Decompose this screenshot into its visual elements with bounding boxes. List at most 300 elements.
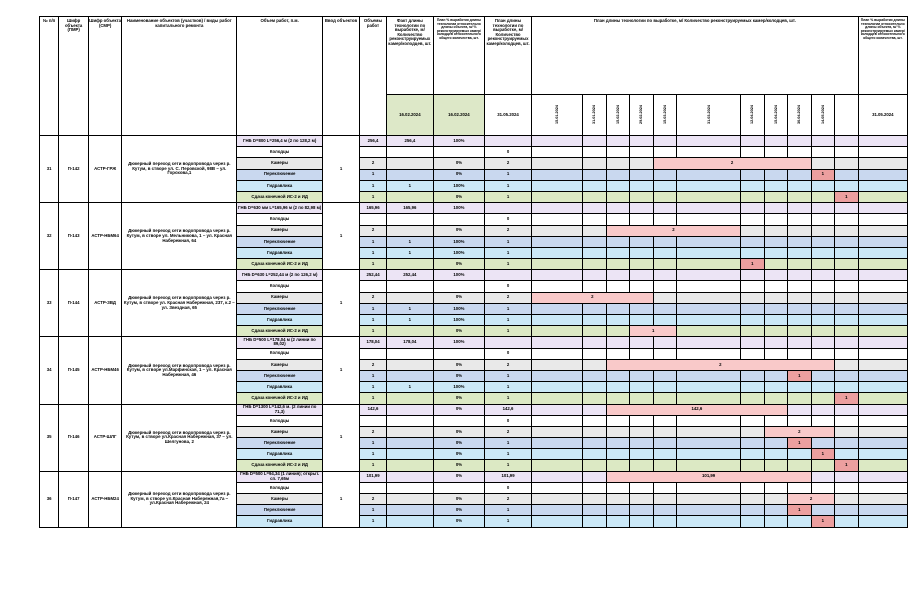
work-fact <box>386 505 433 516</box>
last-cell <box>858 382 907 393</box>
work-fact <box>386 460 433 471</box>
gantt-cell <box>677 348 741 359</box>
gantt-cell <box>741 236 764 247</box>
gantt-cell <box>630 236 653 247</box>
gantt-cell <box>677 214 741 225</box>
date-column-header <box>583 95 606 136</box>
gantt-cell <box>677 415 741 426</box>
header-smr: Шифр объекта (СМР) <box>89 17 122 136</box>
gantt-cell <box>653 449 676 460</box>
gantt-cell <box>532 158 583 169</box>
gantt-cell <box>788 236 811 247</box>
work-type: Гидравлика <box>237 247 322 258</box>
gantt-cell <box>811 281 834 292</box>
work-plan-len: 1 <box>485 247 532 258</box>
work-plan-pct <box>433 147 484 158</box>
work-plan-len: 2 <box>485 292 532 303</box>
last-cell <box>858 281 907 292</box>
gantt-cell <box>653 303 676 314</box>
gantt-cell <box>835 203 859 214</box>
work-fact <box>386 359 433 370</box>
table-row <box>40 136 908 147</box>
gantt-cell <box>583 359 606 370</box>
work-fact <box>386 471 433 482</box>
gantt-cell <box>788 281 811 292</box>
object-code-pmr: П-144 <box>59 270 89 337</box>
gantt-cell <box>788 180 811 191</box>
gantt-cell <box>811 147 834 158</box>
header-amount: Объемы работ <box>360 17 387 136</box>
gantt-cell <box>532 180 583 191</box>
gantt-cell <box>630 382 653 393</box>
fact-date: 16.02.2024 <box>386 95 433 136</box>
gantt-cell <box>653 337 676 348</box>
work-fact: 252,44 <box>386 270 433 281</box>
work-plan-pct: 0% <box>433 292 484 303</box>
gantt-cell <box>630 158 653 169</box>
gantt-cell <box>532 191 583 202</box>
gantt-cell <box>677 259 741 270</box>
gantt-cell <box>532 348 583 359</box>
gantt-cell <box>788 270 811 281</box>
gantt-cell <box>583 415 606 426</box>
gantt-bar: 1 <box>811 449 834 460</box>
gantt-cell <box>532 236 583 247</box>
gantt-cell <box>630 203 653 214</box>
gantt-cell <box>811 180 834 191</box>
gantt-cell <box>835 259 859 270</box>
gantt-cell <box>606 136 629 147</box>
gantt-cell <box>764 415 787 426</box>
work-amount: 1 <box>360 315 387 326</box>
gantt-cell <box>532 225 583 236</box>
gantt-cell <box>532 482 583 493</box>
work-plan-len: 1 <box>485 438 532 449</box>
work-amount <box>360 348 387 359</box>
row-number: 34 <box>40 337 59 404</box>
work-amount: 178,04 <box>360 337 387 348</box>
gantt-cell <box>788 259 811 270</box>
gantt-cell <box>606 438 629 449</box>
last-cell <box>858 180 907 191</box>
work-type: Гидравлика <box>237 315 322 326</box>
work-amount <box>360 482 387 493</box>
gantt-cell <box>630 438 653 449</box>
gantt-cell <box>788 303 811 314</box>
gantt-cell <box>653 247 676 258</box>
gantt-cell <box>835 415 859 426</box>
gantt-bar: 2 <box>606 359 834 370</box>
gantt-cell <box>811 225 834 236</box>
gantt-cell <box>741 225 764 236</box>
work-amount: 1 <box>360 370 387 381</box>
gantt-bar: 2 <box>764 426 834 437</box>
gantt-bar: 2 <box>606 225 740 236</box>
gantt-cell <box>583 225 606 236</box>
gantt-cell <box>630 214 653 225</box>
gantt-cell <box>532 147 583 158</box>
work-type: ГНБ D=500 L=178,04 м (2 линии по 89,02) <box>237 337 322 348</box>
gantt-cell <box>653 426 676 437</box>
gantt-cell <box>630 191 653 202</box>
gantt-cell <box>811 292 834 303</box>
gantt-cell <box>835 292 859 303</box>
gantt-bar: 1 <box>788 438 811 449</box>
gantt-cell <box>606 180 629 191</box>
work-type: Переключение <box>237 438 322 449</box>
gantt-cell <box>788 203 811 214</box>
table-row <box>40 270 908 281</box>
work-plan-pct: 0% <box>433 393 484 404</box>
gantt-cell <box>630 516 653 527</box>
work-type: Сдача конечной ИС-2 и ИД <box>237 259 322 270</box>
gantt-cell <box>811 270 834 281</box>
work-fact <box>386 415 433 426</box>
work-plan-pct: 0% <box>433 259 484 270</box>
work-plan-len: 0 <box>485 214 532 225</box>
gantt-cell <box>835 348 859 359</box>
work-amount: 142,6 <box>360 404 387 415</box>
gantt-cell <box>764 494 787 505</box>
gantt-cell <box>764 370 787 381</box>
work-type: Сдача конечной ИС-2 и ИД <box>237 460 322 471</box>
gantt-cell <box>764 516 787 527</box>
last-cell <box>858 460 907 471</box>
work-type: Камеры <box>237 494 322 505</box>
gantt-cell <box>532 203 583 214</box>
gantt-cell <box>606 247 629 258</box>
gantt-cell <box>677 337 741 348</box>
date-column-header <box>653 95 676 136</box>
gantt-cell <box>653 191 676 202</box>
gantt-cell <box>606 158 629 169</box>
work-plan-pct: 0% <box>433 426 484 437</box>
work-plan-pct: 100% <box>433 180 484 191</box>
gantt-cell <box>741 270 764 281</box>
gantt-cell <box>835 315 859 326</box>
last-cell <box>858 292 907 303</box>
gantt-cell <box>677 169 741 180</box>
last-cell <box>858 516 907 527</box>
gantt-cell <box>788 482 811 493</box>
gantt-cell <box>653 203 676 214</box>
work-plan-pct: 0% <box>433 404 484 415</box>
gantt-cell <box>583 136 606 147</box>
gantt-cell <box>835 169 859 180</box>
gantt-cell <box>653 516 676 527</box>
gantt-cell <box>741 203 764 214</box>
object-code-smr: АСТР-ЗВД <box>89 270 122 337</box>
gantt-cell <box>835 494 859 505</box>
work-type: Колодцы <box>237 482 322 493</box>
gantt-cell <box>741 303 764 314</box>
work-amount: 2 <box>360 225 387 236</box>
work-amount: 2 <box>360 426 387 437</box>
work-type: Гидравлика <box>237 180 322 191</box>
gantt-bar: 2 <box>653 158 811 169</box>
gantt-cell <box>653 236 676 247</box>
gantt-cell <box>630 449 653 460</box>
gantt-cell <box>835 382 859 393</box>
gantt-cell <box>532 505 583 516</box>
gantt-bar: 1 <box>835 191 859 202</box>
work-plan-len: 1 <box>485 180 532 191</box>
gantt-cell <box>606 326 629 337</box>
header-gantt: План длины технологии по выработке, м/ Количество реконструируемых камер/колодцев, шт. <box>532 17 859 95</box>
gantt-bar: 101,99 <box>606 471 811 482</box>
work-fact: 1 <box>386 382 433 393</box>
gantt-cell <box>677 147 741 158</box>
date-label: 12.04.2024 <box>750 104 755 124</box>
work-plan-len: 1 <box>485 382 532 393</box>
work-type: Переключение <box>237 303 322 314</box>
gantt-cell <box>606 382 629 393</box>
work-plan-len: 2 <box>485 494 532 505</box>
gantt-cell <box>764 482 787 493</box>
work-amount: 1 <box>360 449 387 460</box>
gantt-cell <box>532 359 583 370</box>
last-cell <box>858 169 907 180</box>
last-cell <box>858 449 907 460</box>
gantt-cell <box>630 482 653 493</box>
gantt-cell <box>788 348 811 359</box>
gantt-cell <box>532 370 583 381</box>
gantt-cell <box>653 281 676 292</box>
gantt-cell <box>606 169 629 180</box>
gantt-cell <box>741 382 764 393</box>
date-label: 15.04.2024 <box>773 104 778 124</box>
work-type: Колодцы <box>237 147 322 158</box>
work-plan-pct: 0% <box>433 516 484 527</box>
gantt-cell <box>606 315 629 326</box>
work-plan-len: 142,6 <box>485 404 532 415</box>
gantt-cell <box>532 415 583 426</box>
work-plan-pct <box>433 214 484 225</box>
work-fact <box>386 158 433 169</box>
work-fact <box>386 169 433 180</box>
gantt-cell <box>764 169 787 180</box>
gantt-cell <box>532 438 583 449</box>
work-type: ГНБ D=800 L=256,4 м (2 по 128,2 м) <box>237 136 322 147</box>
work-amount: 1 <box>360 505 387 516</box>
gantt-bar: 2 <box>788 494 835 505</box>
gantt-cell <box>677 494 741 505</box>
gantt-cell <box>677 426 741 437</box>
gantt-cell <box>583 449 606 460</box>
gantt-cell <box>764 180 787 191</box>
gantt-cell <box>532 281 583 292</box>
work-amount: 1 <box>360 393 387 404</box>
gantt-cell <box>583 191 606 202</box>
gantt-cell <box>811 236 834 247</box>
gantt-cell <box>630 259 653 270</box>
gantt-cell <box>835 303 859 314</box>
gantt-cell <box>811 191 834 202</box>
gantt-cell <box>606 460 629 471</box>
gantt-cell <box>677 247 741 258</box>
table-row <box>40 203 908 214</box>
gantt-cell <box>741 281 764 292</box>
gantt-cell <box>788 337 811 348</box>
gantt-bar: 1 <box>835 460 859 471</box>
work-type: Камеры <box>237 225 322 236</box>
gantt-bar: 1 <box>788 505 811 516</box>
gantt-cell <box>788 415 811 426</box>
work-plan-pct: 0% <box>433 191 484 202</box>
pct-date: 16.02.2024 <box>433 95 484 136</box>
last-cell <box>858 426 907 437</box>
work-amount: 165,96 <box>360 203 387 214</box>
gantt-bar: 1 <box>835 393 859 404</box>
gantt-cell <box>630 415 653 426</box>
work-type: ГНБ D=500 L=94,34 (1 линия); открыт. сп. 7,65м <box>237 471 322 482</box>
work-fact: 1 <box>386 303 433 314</box>
gantt-cell <box>764 147 787 158</box>
gantt-cell <box>583 426 606 437</box>
work-plan-len: 0 <box>485 415 532 426</box>
date-label: 15.01.2024 <box>555 104 560 124</box>
gantt-cell <box>532 303 583 314</box>
gantt-cell <box>583 393 606 404</box>
gantt-cell <box>764 337 787 348</box>
work-plan-len: 2 <box>485 158 532 169</box>
table-row <box>40 471 908 482</box>
gantt-cell <box>677 370 741 381</box>
gantt-cell <box>811 214 834 225</box>
work-fact <box>386 281 433 292</box>
gantt-cell <box>788 136 811 147</box>
gantt-cell <box>653 270 676 281</box>
gantt-cell <box>583 348 606 359</box>
gantt-cell <box>764 236 787 247</box>
gantt-cell <box>811 136 834 147</box>
gantt-bar: 1 <box>741 259 764 270</box>
gantt-cell <box>677 203 741 214</box>
work-amount: 1 <box>360 191 387 202</box>
work-plan-pct: 100% <box>433 236 484 247</box>
gantt-cell <box>532 337 583 348</box>
work-amount: 1 <box>360 259 387 270</box>
work-amount <box>360 415 387 426</box>
gantt-cell <box>835 281 859 292</box>
gantt-cell <box>583 326 606 337</box>
gantt-cell <box>532 382 583 393</box>
gantt-cell <box>835 270 859 281</box>
gantt-cell <box>653 147 676 158</box>
gantt-cell <box>653 494 676 505</box>
work-amount: 252,44 <box>360 270 387 281</box>
last-cell <box>858 259 907 270</box>
work-fact: 1 <box>386 236 433 247</box>
work-fact <box>386 449 433 460</box>
gantt-cell <box>741 191 764 202</box>
work-amount: 1 <box>360 236 387 247</box>
gantt-cell <box>788 191 811 202</box>
gantt-cell <box>764 225 787 236</box>
last-cell <box>858 247 907 258</box>
gantt-cell <box>583 147 606 158</box>
gantt-cell <box>653 370 676 381</box>
work-fact: 1 <box>386 247 433 258</box>
last-cell <box>858 359 907 370</box>
object-input: 1 <box>322 203 359 270</box>
gantt-cell <box>741 494 764 505</box>
last-cell <box>858 158 907 169</box>
gantt-cell <box>677 438 741 449</box>
gantt-cell <box>835 158 859 169</box>
gantt-cell <box>583 259 606 270</box>
work-plan-pct: 100% <box>433 136 484 147</box>
header-last: План % выработки длины технологии относительно длины объекта, м/ % реконструируемых камер/колодцев относительного общего количества, шт. <box>858 17 907 95</box>
gantt-cell <box>630 169 653 180</box>
work-fact <box>386 326 433 337</box>
work-amount <box>360 214 387 225</box>
gantt-cell <box>606 203 629 214</box>
work-type: Гидравлика <box>237 382 322 393</box>
work-plan-len: 0 <box>485 348 532 359</box>
gantt-cell <box>788 225 811 236</box>
object-code-smr: АСТР-ГРЖ <box>89 136 122 203</box>
last-cell <box>858 147 907 158</box>
gantt-cell <box>741 348 764 359</box>
last-cell <box>858 225 907 236</box>
gantt-cell <box>630 147 653 158</box>
header-plan-len: План длины технологии по выработке, м/ Количество реконструируемых камер/колодцев, шт. <box>485 17 532 95</box>
gantt-cell <box>630 337 653 348</box>
gantt-cell <box>532 270 583 281</box>
gantt-cell <box>741 415 764 426</box>
work-fact <box>386 438 433 449</box>
object-input: 1 <box>322 404 359 471</box>
work-plan-len: 101,99 <box>485 471 532 482</box>
gantt-cell <box>606 449 629 460</box>
work-plan-len: 1 <box>485 516 532 527</box>
gantt-cell <box>677 281 741 292</box>
gantt-cell <box>606 281 629 292</box>
gantt-cell <box>606 370 629 381</box>
gantt-cell <box>788 214 811 225</box>
header-row <box>40 17 908 95</box>
gantt-cell <box>606 505 629 516</box>
gantt-cell <box>835 471 859 482</box>
work-plan-len: 2 <box>485 426 532 437</box>
gantt-cell <box>532 326 583 337</box>
gantt-cell <box>811 415 834 426</box>
work-plan-pct <box>433 415 484 426</box>
work-plan-len: 1 <box>485 449 532 460</box>
gantt-cell <box>606 348 629 359</box>
gantt-cell <box>788 326 811 337</box>
gantt-cell <box>653 348 676 359</box>
work-amount: 2 <box>360 292 387 303</box>
date-label: 15.03.2024 <box>662 104 667 124</box>
gantt-cell <box>606 270 629 281</box>
gantt-cell <box>835 147 859 158</box>
gantt-cell <box>532 136 583 147</box>
date-column-header <box>630 95 653 136</box>
gantt-cell <box>606 147 629 158</box>
gantt-cell <box>788 247 811 258</box>
gantt-cell <box>764 449 787 460</box>
gantt-cell <box>583 214 606 225</box>
gantt-cell <box>653 415 676 426</box>
gantt-cell <box>677 303 741 314</box>
plan-date: 31.05.2024 <box>485 95 532 136</box>
gantt-cell <box>653 136 676 147</box>
gantt-cell <box>835 482 859 493</box>
gantt-cell <box>811 247 834 258</box>
work-plan-pct: 0% <box>433 438 484 449</box>
